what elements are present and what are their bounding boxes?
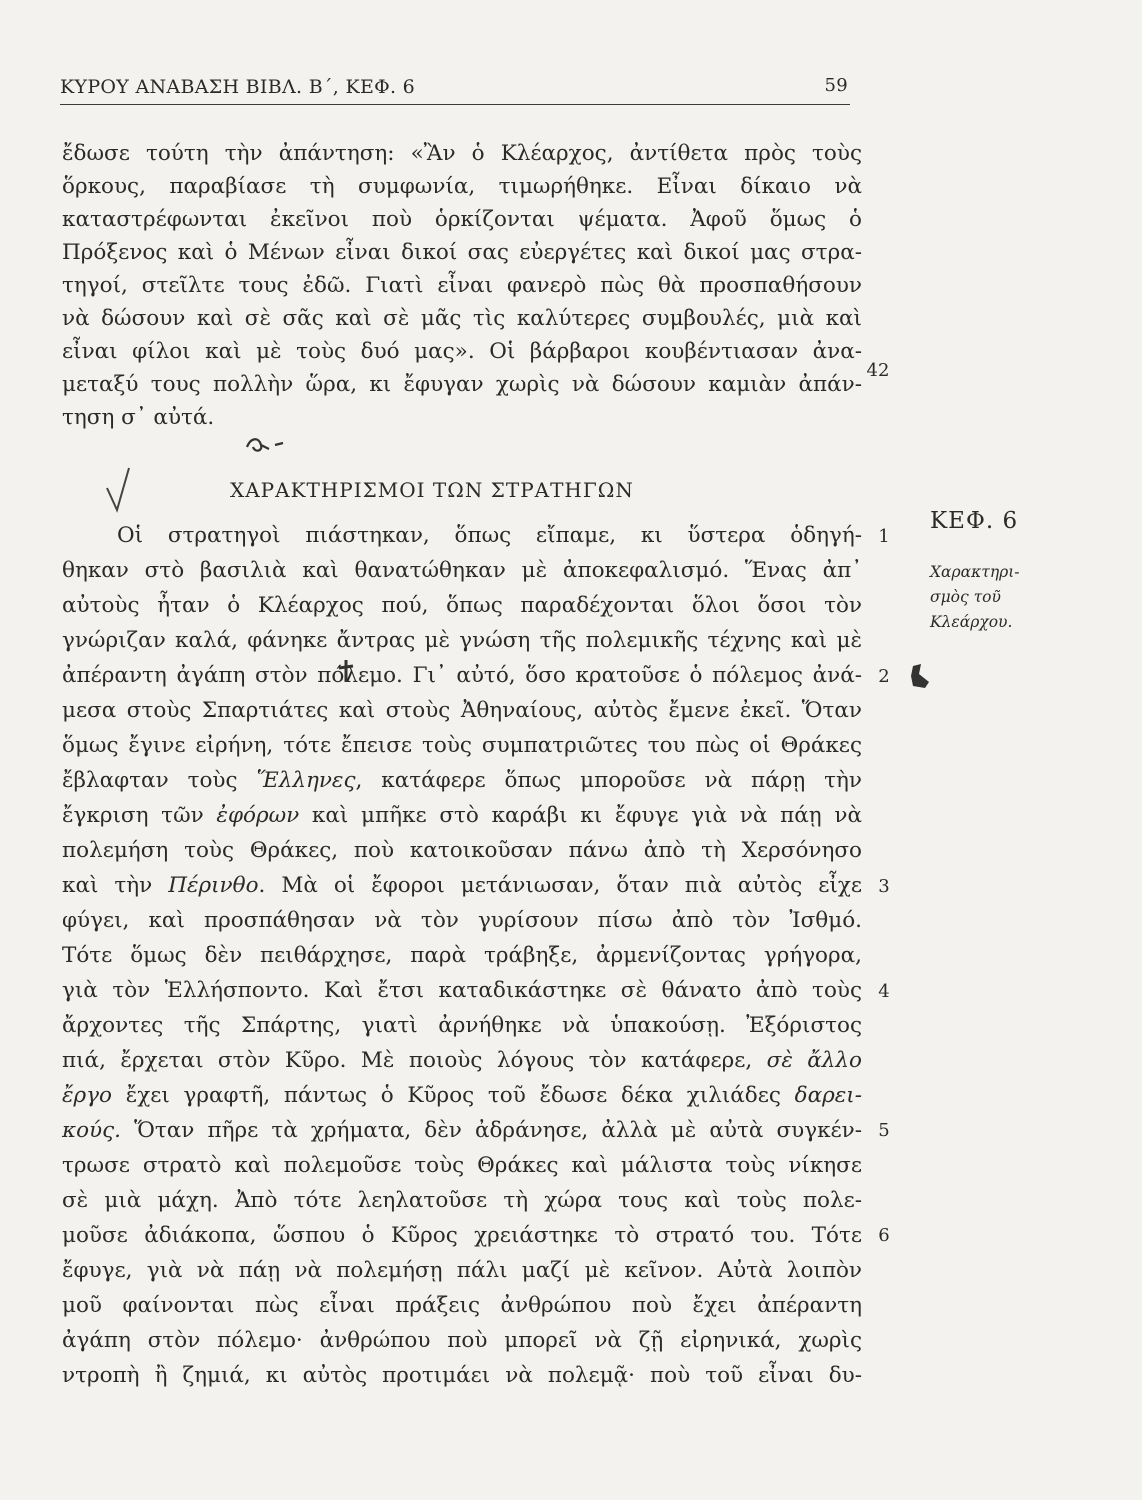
margin-number-4: 4 xyxy=(878,981,890,1002)
text-line: μοῦσε ἀδιάκοπα, ὥσπου ὁ Κῦρος χρειάστηκε τὸ στρατό του. Τότε xyxy=(62,1223,862,1248)
text-line: Οἱ στρατηγοὶ πιάστηκαν, ὅπως εἴπαμε, κι ὕστερα ὁδηγή- xyxy=(117,523,862,548)
text-line xyxy=(62,1078,862,1114)
text-line: καταστρέφωνται ἐκεῖνοι ποὺ ὁρκίζονται ψέματα. Ἀφοῦ ὅμως ὁ xyxy=(62,207,862,232)
side-note-line: Κλεάρχου. xyxy=(930,613,1013,631)
text-line: θηκαν στὸ βασιλιὰ καὶ θανατώθηκαν μὲ ἀποκεφαλισμό. Ἕνας ἀπ᾽ xyxy=(62,558,862,583)
text-line: μεταξύ τους πολλὴν ὥρα, κι ἔφυγαν χωρὶς νὰ δώσουν καμιὰν ἀπάν- xyxy=(62,372,862,397)
text-line: φύγει, καὶ προσπάθησαν νὰ τὸν γυρίσουν πίσω ἀπὸ τὸν Ἰσθμό. xyxy=(62,908,862,933)
italic-term: σὲ ἄλλο xyxy=(766,1048,862,1073)
margin-number-1: 1 xyxy=(878,526,890,547)
margin-number-6: 6 xyxy=(878,1225,890,1246)
header-title: ΚΥΡΟΥ ΑΝΑΒΑΣΗ ΒΙΒΛ. Β΄, ΚΕΦ. 6 xyxy=(60,76,416,98)
italic-term: ἔργο xyxy=(62,1083,112,1108)
text-line: ὅμως ἔγινε εἰρήνη, τότε ἔπεισε τοὺς συμπατριῶτες του πὼς οἱ Θράκες xyxy=(62,733,862,758)
text-line xyxy=(62,868,862,904)
ink-blot-mark xyxy=(907,662,933,692)
italic-term: κούς. xyxy=(62,1118,121,1143)
italic-term: Ἕλληνες xyxy=(256,768,356,793)
text-line: τηση σ᾽ αὐτά. xyxy=(62,405,215,430)
text-line: ἄρχοντες τῆς Σπάρτης, γιατὶ ἀρνήθηκε νὰ ὑπακούσῃ. Ἐξόριστος xyxy=(62,1013,862,1038)
text-line: σὲ μιὰ μάχη. Ἀπὸ τότε λεηλατοῦσε τὴ χώρα τους καὶ τοὺς πολε- xyxy=(62,1188,862,1213)
text-line: ἔδωσε τούτη τὴν ἀπάντηση: «Ἂν ὁ Κλέαρχος, ἀντίθετα πρὸς τοὺς xyxy=(62,141,862,166)
text-fragment: καὶ μπῆκε στὸ καράβι κι ἔφυγε γιὰ νὰ πάῃ νὰ xyxy=(299,803,862,828)
margin-number-2: 2 xyxy=(878,666,890,687)
text-fragment: ἔγκριση τῶν xyxy=(62,803,204,828)
text-line: μοῦ φαίνονται πὼς εἶναι πράξεις ἀνθρώπου ποὺ ἔχει ἀπέραντη xyxy=(62,1293,862,1318)
pen-cross-mark xyxy=(336,658,356,684)
text-line: γνώριζαν καλά, φάνηκε ἄντρας μὲ γνώση τῆς πολεμικῆς τέχνης καὶ μὲ xyxy=(62,628,862,653)
text-line: εἶναι φίλοι καὶ μὲ τοὺς δυό μας». Οἱ βάρβαροι κουβέντιασαν ἀνα- xyxy=(62,339,862,364)
text-line: ἀπέραντη ἀγάπη στὸν πόλεμο. Γι᾽ αὐτό, ὅσο κρατοῦσε ὁ πόλεμος ἀνά- xyxy=(62,663,862,688)
text-line: αὐτοὺς ἦταν ὁ Κλέαρχος πού, ὅπως παραδέχονται ὅλοι ὅσοι τὸν xyxy=(62,593,862,618)
text-fragment: πιά, ἔρχεται στὸν Κῦρο. Μὲ ποιοὺς λόγους τὸν κατάφερε, xyxy=(62,1048,753,1073)
text-line xyxy=(62,1113,862,1149)
text-line xyxy=(62,1043,862,1079)
side-note-line: σμὸς τοῦ xyxy=(930,588,1001,606)
pen-squiggle-mark xyxy=(243,429,293,459)
text-line: πολεμήση τοὺς Θράκες, ποὺ κατοικοῦσαν πάνω ἀπὸ τὴ Χερσόνησο xyxy=(62,838,862,863)
margin-number-5: 5 xyxy=(878,1120,890,1141)
text-fragment: Ὅταν πῆρε τὰ χρήματα, δὲν ἀδράνησε, ἀλλὰ μὲ αὐτὰ συγκέν- xyxy=(134,1118,862,1143)
text-line: Πρόξενος καὶ ὁ Μένων εἶναι δικοί σας εὐεργέτες καὶ δικοί μας στρα- xyxy=(62,240,862,265)
text-line: τηγοί, στεῖλτε τους ἐδῶ. Γιατὶ εἶναι φανερὸ πὼς θὰ προσπαθήσουν xyxy=(62,273,862,298)
italic-term: ἐφόρων xyxy=(216,803,300,828)
running-header xyxy=(60,70,850,105)
text-line: ἀγάπη στὸν πόλεμο· ἀνθρώπου ποὺ μπορεῖ νὰ ζῇ εἰρηνικά, χωρὶς xyxy=(62,1328,862,1353)
italic-term: Πέρινθο xyxy=(168,873,259,898)
text-fragment: . Μὰ οἱ ἔφοροι μετάνιωσαν, ὅταν πιὰ αὐτὸς εἶχε xyxy=(258,873,862,898)
chapter-label: ΚΕΦ. 6 xyxy=(930,508,1019,534)
checkmark-annotation xyxy=(103,466,133,516)
text-fragment: ἔχει γραφτῆ, πάντως ὁ Κῦρος τοῦ ἔδωσε δέκα χιλιάδες xyxy=(125,1083,781,1108)
text-line: ἔφυγε, γιὰ νὰ πάῃ νὰ πολεμήσῃ πάλι μαζί μὲ κεῖνον. Αὐτὰ λοιπὸν xyxy=(62,1258,862,1283)
text-line: γιὰ τὸν Ἑλλήσποντο. Καὶ ἔτσι καταδικάστηκε σὲ θάνατο ἀπὸ τοὺς xyxy=(62,978,862,1003)
text-line: Τότε ὅμως δὲν πειθάρχησε, παρὰ τράβηξε, ἀρμενίζοντας γρήγορα, xyxy=(62,943,862,968)
margin-number-42: 42 xyxy=(866,360,890,381)
text-line: ντροπὴ ἢ ζημιά, κι αὐτὸς προτιμάει νὰ πολεμᾷ· ποὺ τοῦ εἶναι δυ- xyxy=(62,1363,862,1388)
text-fragment: ἔβλαφταν τοὺς xyxy=(62,768,238,793)
text-line: τρωσε στρατὸ καὶ πολεμοῦσε τοὺς Θράκες καὶ μάλιστα τοὺς νίκησε xyxy=(62,1153,862,1178)
text-line: νὰ δώσουν καὶ σὲ σᾶς καὶ σὲ μᾶς τὶς καλύτερες συμβουλές, μιὰ καὶ xyxy=(62,306,862,331)
text-line xyxy=(62,763,862,799)
text-fragment: καὶ τὴν xyxy=(62,873,153,898)
page-number: 59 xyxy=(824,75,848,96)
side-note-line: Χαρακτηρι- xyxy=(930,563,1020,581)
italic-term: δαρει- xyxy=(794,1083,862,1108)
side-note xyxy=(930,560,1050,635)
text-line: μεσα στοὺς Σπαρτιάτες καὶ στοὺς Ἀθηναίους, αὐτὸς ἔμενε ἐκεῖ. Ὅταν xyxy=(62,698,862,723)
text-line: ὅρκους, παραβίασε τὴ συμφωνία, τιμωρήθηκε. Εἶναι δίκαιο νὰ xyxy=(62,174,862,199)
section-title: ΧΑΡΑΚΤΗΡΙΣΜΟΙ ΤΩΝ ΣΤΡΑΤΗΓΩΝ xyxy=(230,478,634,502)
margin-number-3: 3 xyxy=(878,876,890,897)
text-line xyxy=(62,798,862,834)
text-fragment: , κατάφερε ὅπως μποροῦσε νὰ πάρῃ τὴν xyxy=(355,768,862,793)
